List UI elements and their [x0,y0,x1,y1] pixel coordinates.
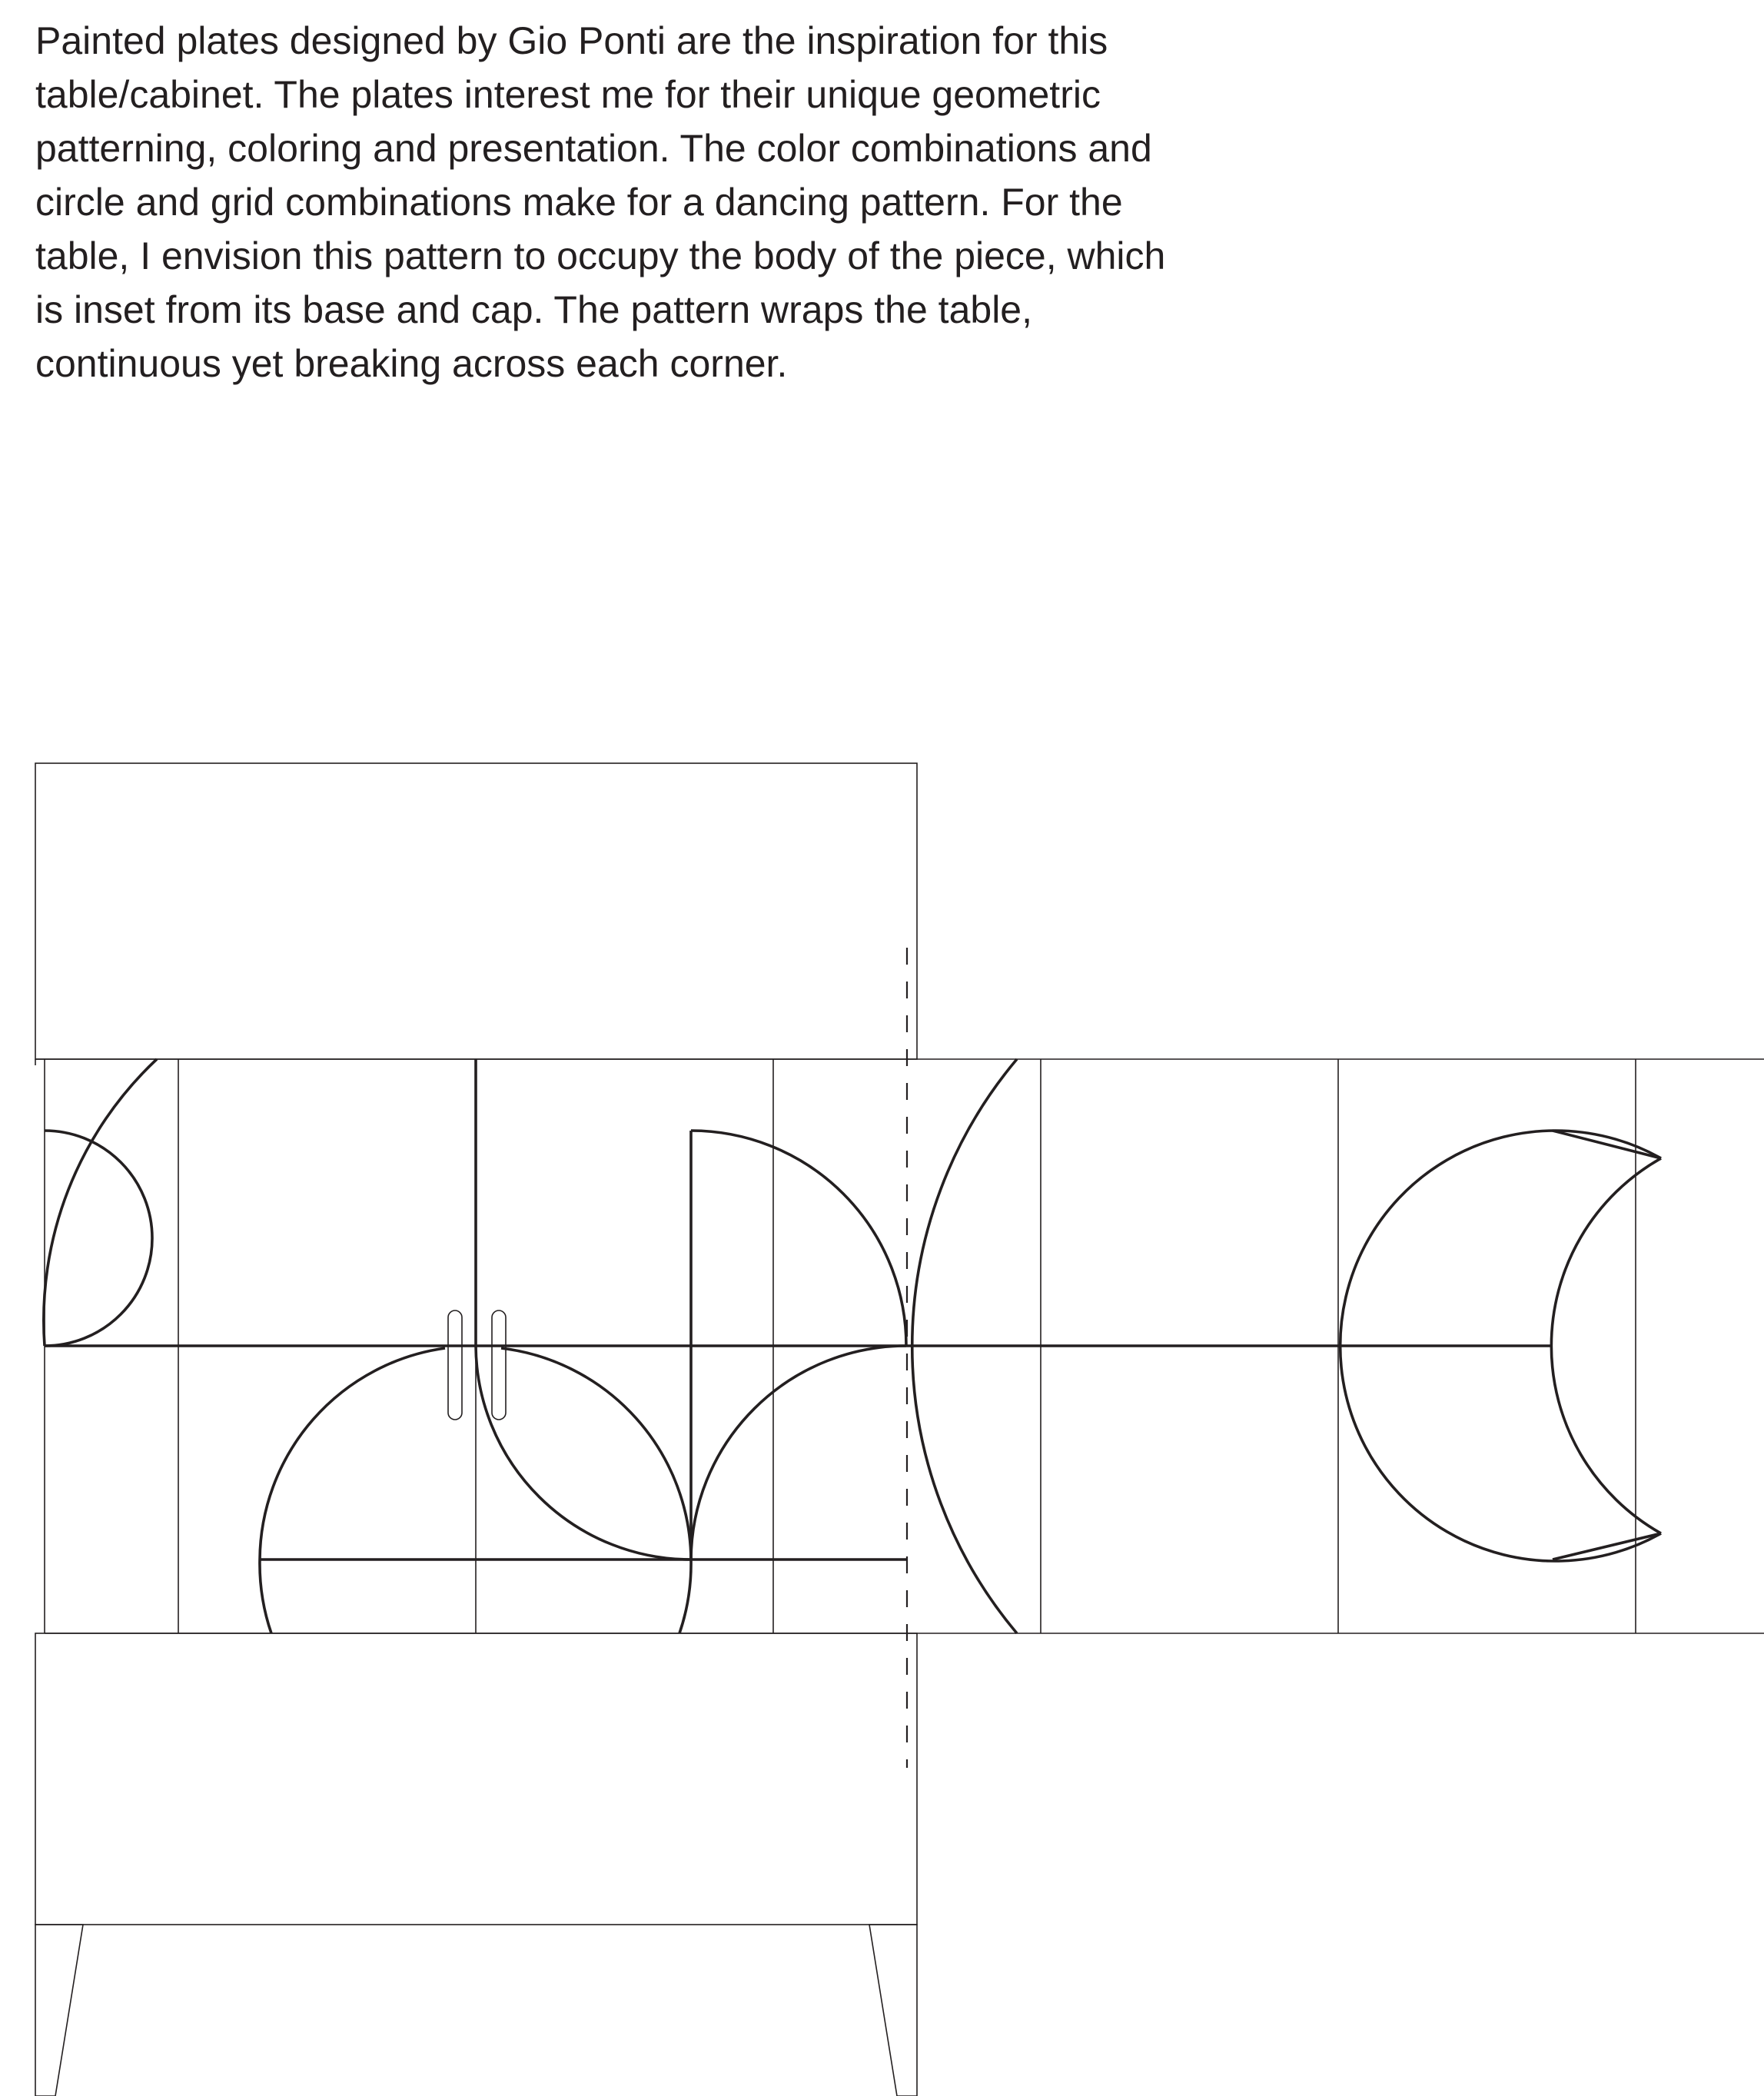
cabinet-legs [35,1925,917,2096]
quarter-arc-lower [691,1346,906,1560]
leg-right [869,1925,917,2096]
big-arc-right [501,1348,691,1560]
big-arc-right-tail [679,1560,691,1633]
quarter-arc-upper [691,1131,906,1346]
cabinet-cap [35,763,917,1059]
half-circle-left [45,1131,152,1346]
description-line: is inset from its base and cap. The pattern wraps the table, [35,288,1032,331]
quarter-arc-center [476,1346,691,1560]
left-arc [44,1059,157,1346]
description-line: circle and grid combinations make for a dancing pattern. For the [35,181,1123,224]
crescent-tip-top [1553,1131,1661,1158]
leg-left [35,1925,83,2096]
door-pull-right [492,1310,506,1420]
description-line: table/cabinet. The plates interest me for their unique geometric [35,73,1101,116]
door-pull-left [448,1310,462,1420]
pattern-motif [44,1059,1661,1633]
description-line: table, I envision this pattern to occupy the body of the piece, which [35,234,1166,277]
big-arc-left-tail [260,1560,271,1633]
description-line: Painted plates designed by Gio Ponti are the inspiration for this [35,19,1108,62]
description-line: patterning, coloring and presentation. The color combinations and [35,127,1152,170]
cabinet-base [35,1633,917,1925]
description-line: continuous yet breaking across each corner. [35,342,788,385]
big-arc-left [260,1348,445,1560]
crescent-inner [1551,1158,1661,1533]
